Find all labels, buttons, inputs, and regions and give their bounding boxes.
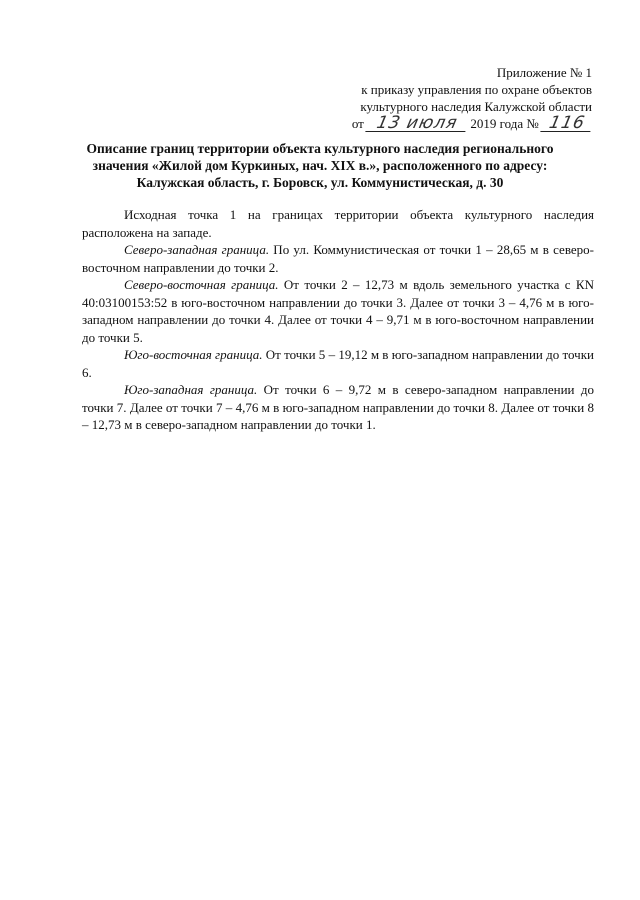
paragraph-northeast-border [82,276,594,346]
appendix-title: Приложение № 1 [496,65,592,80]
document-title [60,140,580,191]
appendix-header [352,64,592,132]
handwritten-number: 116 [540,116,593,132]
southeast-border-label: Юго-восточная граница. [124,347,263,362]
title-line-1: Описание границ территории объекта культурного наследия регионального [86,141,554,156]
southeast-border-text: От точки 5 – 19,12 м в юго-западном направлении до точки 6. [82,347,594,380]
paragraph-southeast-border [82,346,594,381]
paragraph-southwest-border [82,381,594,434]
northwest-border-text: По ул. Коммунистическая от точки 1 – 28,65 м в северо-восточном направлении до точки 2. [82,242,594,275]
northeast-border-label: Северо-восточная граница. [124,277,279,292]
from-label: от [351,116,364,131]
paragraph-northwest-border [82,241,594,276]
document-body [82,206,594,434]
appendix-date-line [352,115,592,132]
title-line-3: Калужская область, г. Боровск, ул. Коммунистическая, д. 30 [136,175,504,190]
appendix-order-line: к приказу управления по охране объектов [361,82,592,97]
southwest-border-text: От точки 6 – 9,72 м в северо-западном направлении до точки 7. Далее от точки 7 – 4,76 м в юго-западном направлении до точки 8. Далее от точки 8 – 12,73 м в северо-западном направлении до точки 1. [82,382,594,432]
paragraph-start-point: Исходная точка 1 на границах территории объекта культурного наследия расположена на западе. [82,207,594,240]
title-line-2: значения «Жилой дом Куркиных, нач. XIX в.», расположенного по адресу: [92,158,548,173]
handwritten-date: 13 июля [365,116,468,132]
northeast-border-text: От точки 2 – 12,73 м вдоль земельного участка с КN 40:03100153:52 в юго-восточном направлении до точки 3. Далее от точки 3 – 4,76 м в юго-западном направлении до точки 4. Далее от точки 4 – 9,71 м в юго-восточном направлении до точки 5. [82,277,594,345]
appendix-authority-line: культурного наследия Калужской области [360,99,592,114]
year-label: 2019 года № [470,116,539,131]
southwest-border-label: Юго-западная граница. [124,382,258,397]
northwest-border-label: Северо-западная граница. [124,242,270,257]
